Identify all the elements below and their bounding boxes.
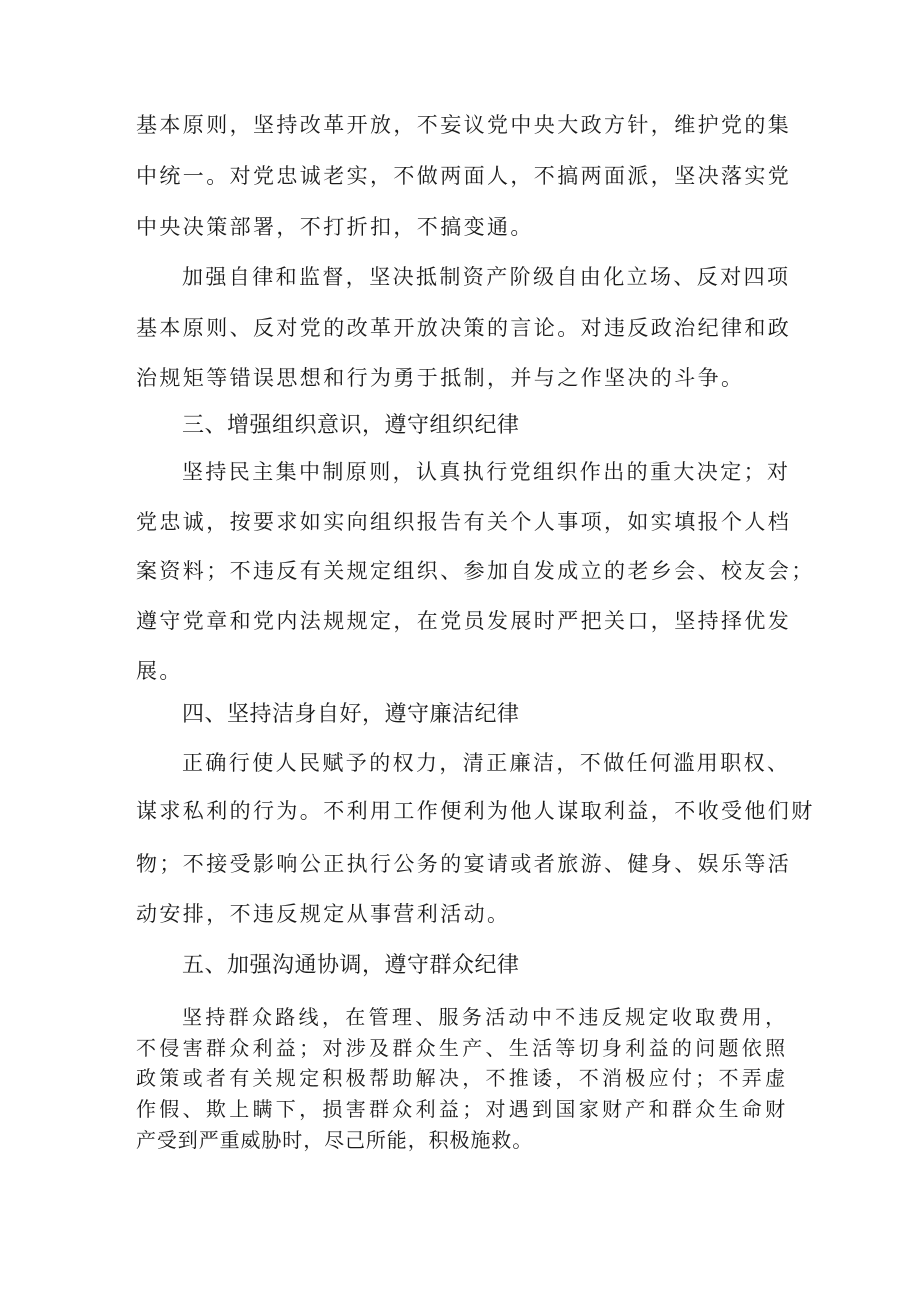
paragraph-1-line-1: 基本原则，坚持改革开放，不妄议党中央大政方针，维护党的集 bbox=[136, 113, 792, 137]
section-5-line-5: 产受到严重威胁时，尽己所能，积极施救。 bbox=[136, 1128, 534, 1152]
section-3-heading: 三、增强组织意识，遵守组织纪律 bbox=[182, 413, 520, 438]
section-5-line-3: 政策或者有关规定积极帮助解决，不推诿，不消极应付；不弄虚 bbox=[136, 1066, 786, 1090]
section-4-heading: 四、坚持洁身自好，遵守廉洁纪律 bbox=[182, 702, 520, 727]
paragraph-2-line-3: 治规矩等错误思想和行为勇于抵制，并与之作坚决的斗争。 bbox=[136, 366, 745, 390]
section-5-line-2: 不侵害群众利益；对涉及群众生产、生活等切身利益的问题依照 bbox=[136, 1036, 786, 1060]
section-3-line-4: 遵守党章和党内法规规定，在党员发展时严把关口，坚持择优发 bbox=[136, 609, 792, 633]
section-4-line-2: 谋求私利的行为。不利用工作便利为他人谋取利益，不收受他们财 bbox=[136, 799, 815, 823]
section-4-line-3: 物；不接受影响公正执行公务的宴请或者旅游、健身、娱乐等活 bbox=[136, 852, 792, 876]
section-3-line-2: 党忠诚，按要求如实向组织报告有关个人事项，如实填报个人档 bbox=[136, 510, 792, 534]
section-4-line-1: 正确行使人民赋予的权力，清正廉洁，不做任何滥用职权、 bbox=[182, 751, 791, 775]
section-5-line-4: 作假、欺上瞒下，损害群众利益；对遇到国家财产和群众生命财 bbox=[136, 1097, 786, 1121]
paragraph-2-line-1: 加强自律和监督，坚决抵制资产阶级自由化立场、反对四项 bbox=[182, 265, 791, 289]
paragraph-1-line-2: 中统一。对党忠诚老实，不做两面人，不搞两面派，坚决落实党 bbox=[136, 164, 792, 188]
section-3-line-1: 坚持民主集中制原则，认真执行党组织作出的重大决定；对 bbox=[182, 460, 791, 484]
section-5-line-1: 坚持群众路线，在管理、服务活动中不违反规定收取费用， bbox=[182, 1005, 786, 1029]
section-3-line-5: 展。 bbox=[136, 659, 183, 683]
paragraph-2-line-2: 基本原则、反对党的改革开放决策的言论。对违反政治纪律和政 bbox=[136, 316, 792, 340]
paragraph-1-line-3: 中央决策部署，不打折扣，不搞变通。 bbox=[136, 215, 534, 239]
section-3-line-3: 案资料；不违反有关规定组织、参加自发成立的老乡会、校友会； bbox=[136, 559, 815, 583]
section-4-line-4: 动安排，不违反规定从事营利活动。 bbox=[136, 902, 511, 926]
section-5-heading: 五、加强沟通协调，遵守群众纪律 bbox=[182, 953, 520, 978]
